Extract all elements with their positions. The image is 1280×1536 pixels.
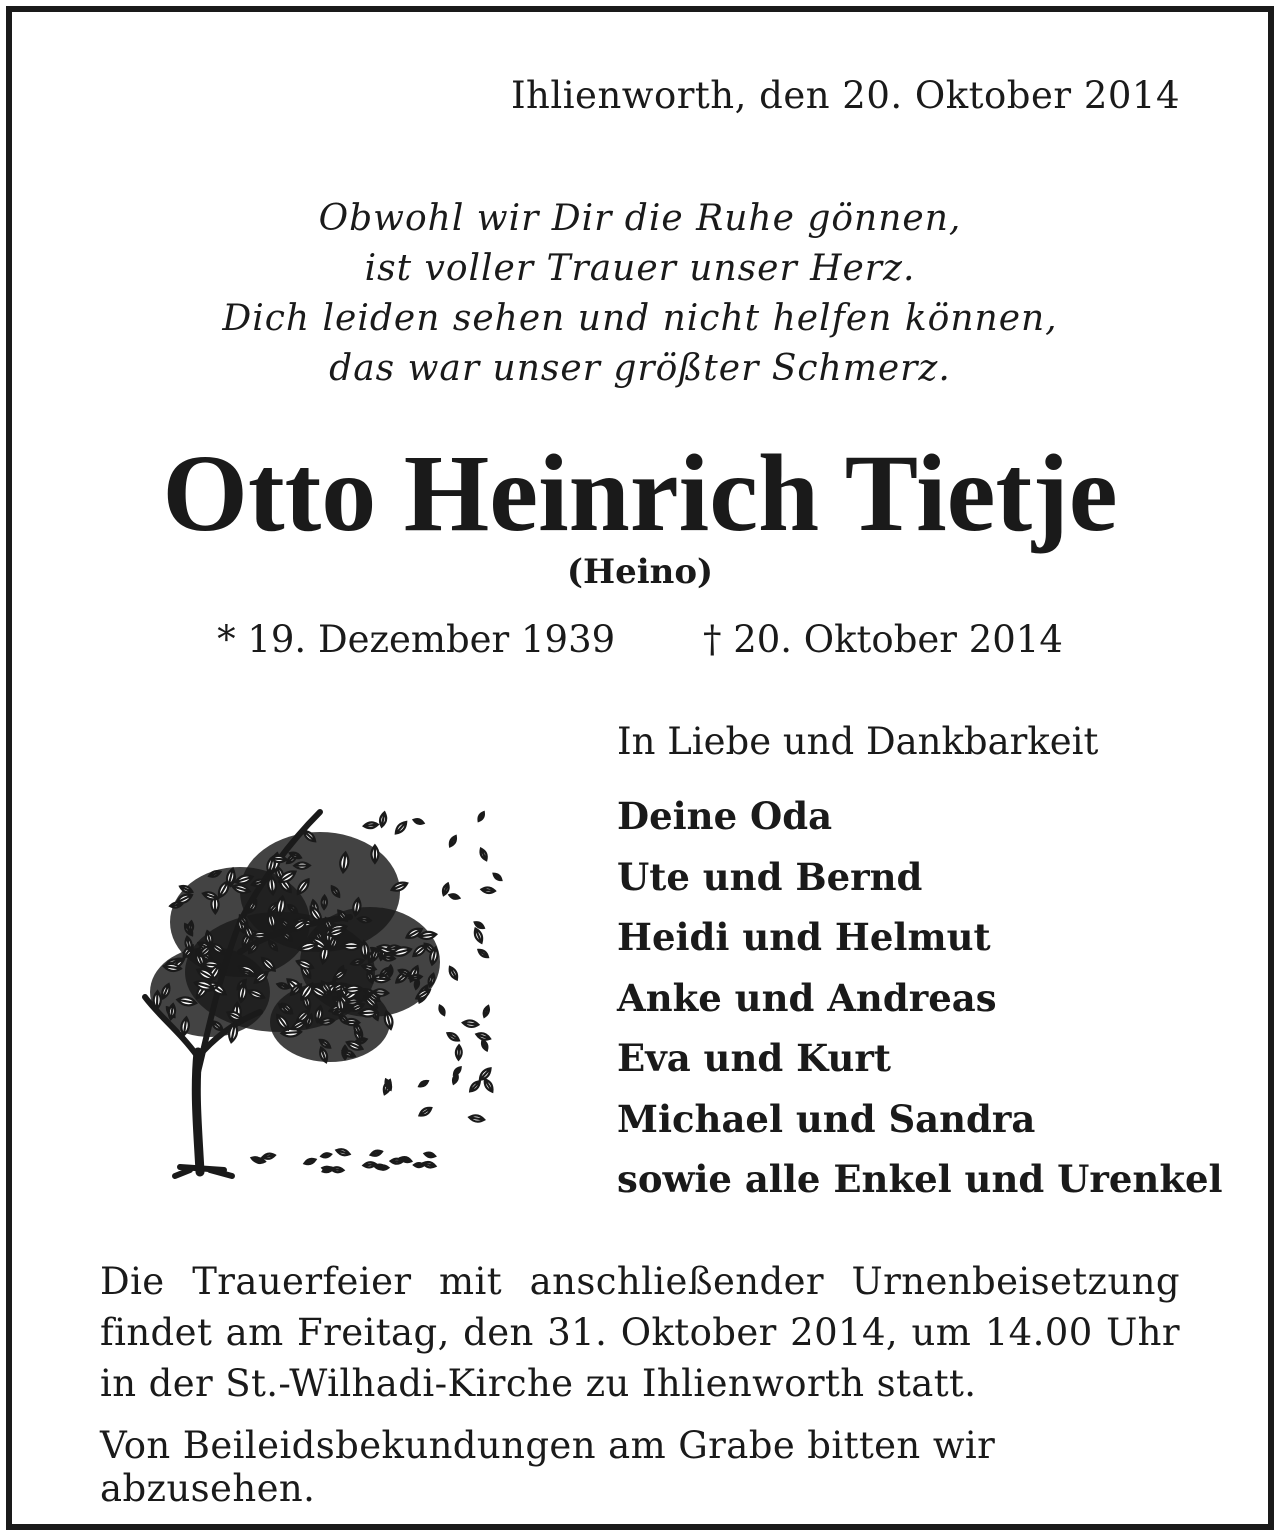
mourner-name: Heidi und Helmut (617, 915, 991, 959)
mourner-name: Ute und Bernd (617, 854, 923, 899)
mourner-name: Eva und Kurt (617, 1036, 891, 1080)
poem-line: das war unser größter Schmerz. (329, 348, 951, 389)
ceremony-text: Die Trauerfeier mit anschließender Urnenbeisetzung findet am Freitag, den 31. Oktober 2014, um 14.00 Uhr in der St.-Wilhadi-Kirche zu Ihlienworth statt. (100, 1260, 1180, 1405)
life-dates (12, 618, 1268, 661)
mourner-name: sowie alle Enkel und Urenkel (617, 1157, 1223, 1201)
obituary-notice (6, 6, 1274, 1530)
poem-line: ist voller Trauer unser Herz. (364, 248, 916, 289)
deceased-name: Otto Heinrich Tietje (162, 432, 1118, 554)
mourner-name: Michael und Sandra (617, 1096, 1036, 1141)
nickname: (Heino) (566, 552, 714, 592)
condolences-text: Von Beileidsbekundungen am Grabe bitten wir abzusehen. (100, 1424, 996, 1510)
mourner-name: Anke und Andreas (617, 975, 997, 1020)
poem-line: Dich leiden sehen und nicht helfen können, (222, 298, 1058, 339)
place-date: Ihlienworth, den 20. Oktober 2014 (510, 74, 1180, 117)
poem (12, 194, 1268, 394)
poem-line: Obwohl wir Dir die Ruhe gönnen, (318, 198, 962, 239)
mourners-list (617, 788, 1223, 1212)
birth-date: * 19. Dezember 1939 (217, 618, 616, 661)
thanks-line: In Liebe und Dankbarkeit (617, 720, 1099, 763)
death-date: † 20. Oktober 2014 (702, 618, 1063, 661)
mourner-name: Deine Oda (617, 794, 833, 838)
tree-icon (120, 772, 520, 1182)
